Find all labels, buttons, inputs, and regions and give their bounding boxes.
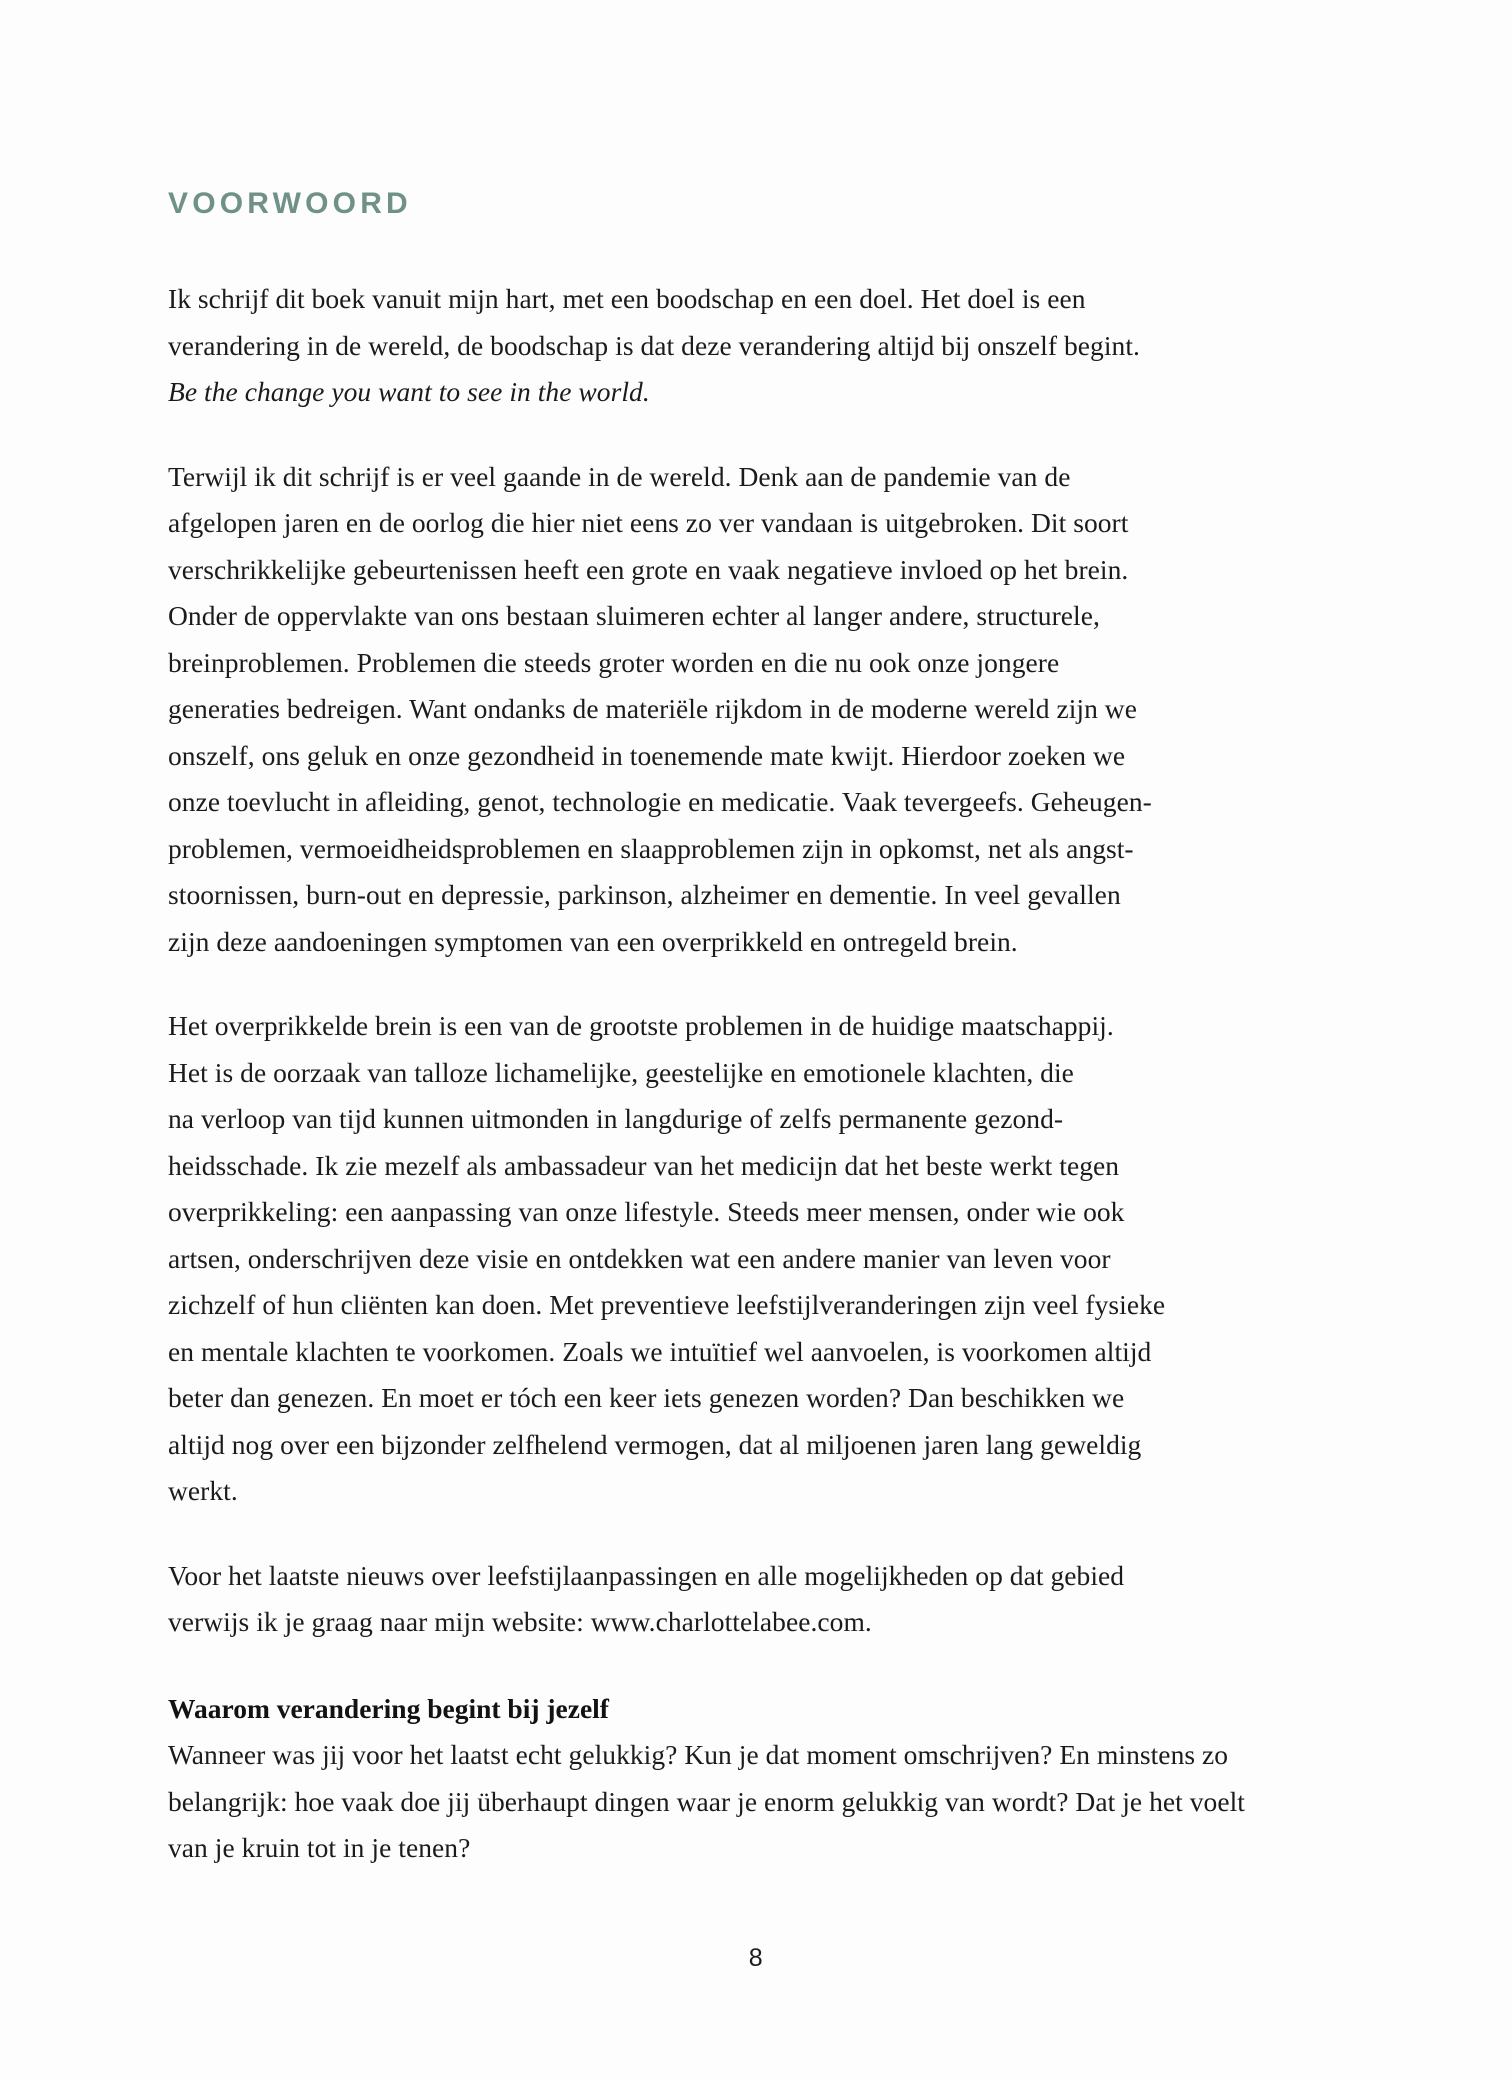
paragraph-website: [168, 1553, 1268, 1646]
text-line: generaties bedreigen. Want ondanks de materiële rijkdom in de moderne wereld zijn we: [168, 693, 1137, 724]
text-line: zichzelf of hun cliënten kan doen. Met preventieve leefstijlveranderingen zijn veel fysieke: [168, 1289, 1166, 1320]
text-line: beter dan genezen. En moet er tóch een keer iets genezen worden? Dan beschikken we: [168, 1382, 1125, 1413]
page-title: VOORWOORD: [168, 187, 412, 220]
page-content: [168, 186, 1268, 1872]
text-line: overprikkeling: een aanpassing van onze lifestyle. Steeds meer mensen, onder wie ook: [168, 1196, 1125, 1227]
page-number: 8: [748, 1944, 764, 1972]
text-line: en mentale klachten te voorkomen. Zoals we intuïtief wel aanvoelen, is voorkomen altijd: [168, 1335, 1152, 1367]
section-heading: Waarom verandering begint bij jezelf: [168, 1692, 609, 1724]
text-line: artsen, onderschrijven deze visie en ontdekken wat een andere manier van leven voor: [168, 1242, 1111, 1274]
text-line: Ik schrijf dit boek vanuit mijn hart, met een boodschap en een doel. Het doel is een: [168, 283, 1086, 314]
text-line: Terwijl ik dit schrijf is er veel gaande in de wereld. Denk aan de pandemie van de: [168, 460, 1071, 492]
section-waarom-verandering: [168, 1686, 1268, 1872]
text-line: na verloop van tijd kunnen uitmonden in langdurige of zelfs permanente gezond-: [168, 1103, 1064, 1134]
text-line: Het is de oorzaak van talloze lichamelijke, geestelijke en emotionele klachten, die: [168, 1056, 1074, 1088]
text-line: stoornissen, burn-out en depressie, parkinson, alzheimer en dementie. In veel gevallen: [168, 879, 1121, 910]
text-line: onszelf, ons geluk en onze gezondheid in toenemende mate kwijt. Hierdoor zoeken we: [168, 739, 1126, 771]
text-line: Voor het laatste nieuws over leefstijlaanpassingen en alle mogelijkheden op dat gebied: [168, 1559, 1125, 1591]
website-line: verwijs ik je graag naar mijn website: www.charlottelabee.com.: [168, 1606, 872, 1637]
text-line: zijn deze aandoeningen symptomen van een overprikkeld en ontregeld brein.: [168, 925, 1018, 957]
text-line: wordt? Dat je het voelt van je kruin tot in je tenen?: [168, 1785, 1245, 1863]
text-line: altijd nog over een bijzonder zelfhelend vermogen, dat al miljoenen jaren lang geweldig: [168, 1428, 1142, 1460]
text-line: breinproblemen. Problemen die steeds groter worden en die nu ook onze jongere: [168, 646, 1060, 678]
paragraph-section-body: [168, 1732, 1268, 1872]
text-line: Wanneer was jij voor het laatst echt gelukkig? Kun je dat moment omschrijven? En: [168, 1739, 1090, 1770]
paragraph-wereld: [168, 454, 1268, 966]
italic-quote-line: Be the change you want to see in the world.: [168, 376, 650, 407]
text-line: verschrikkelijke gebeurtenissen heeft een grote en vaak negatieve invloed op het brein.: [168, 553, 1129, 585]
text-line: Het overprikkelde brein is een van de grootste problemen in de huidige maatschappij.: [168, 1010, 1114, 1041]
text-line: afgelopen jaren en de oorlog die hier niet eens zo ver vandaan is uitgebroken. Dit soort: [168, 507, 1129, 538]
text-line: minstens zo belangrijk: hoe vaak doe jij überhaupt dingen waar je enorm gelukkig van: [168, 1739, 1229, 1817]
text-line: heidsschade. Ik zie mezelf als ambassadeur van het medicijn dat het beste werkt tegen: [168, 1149, 1120, 1181]
text-line: verandering in de wereld, de boodschap is dat deze verandering altijd bij onszelf begint.: [168, 329, 1140, 361]
text-line: onze toevlucht in afleiding, genot, technologie en medicatie. Vaak tevergeefs. Geheugen-: [168, 786, 1152, 817]
text-line: werkt.: [168, 1475, 238, 1506]
text-line: problemen, vermoeidheidsproblemen en slaapproblemen zijn in opkomst, net als angst-: [168, 832, 1134, 864]
text-line: Onder de oppervlakte van ons bestaan sluimeren echter al langer andere, structurele,: [168, 600, 1100, 631]
paragraph-overprikkeld: [168, 1003, 1268, 1515]
paragraph-intro: [168, 276, 1268, 416]
